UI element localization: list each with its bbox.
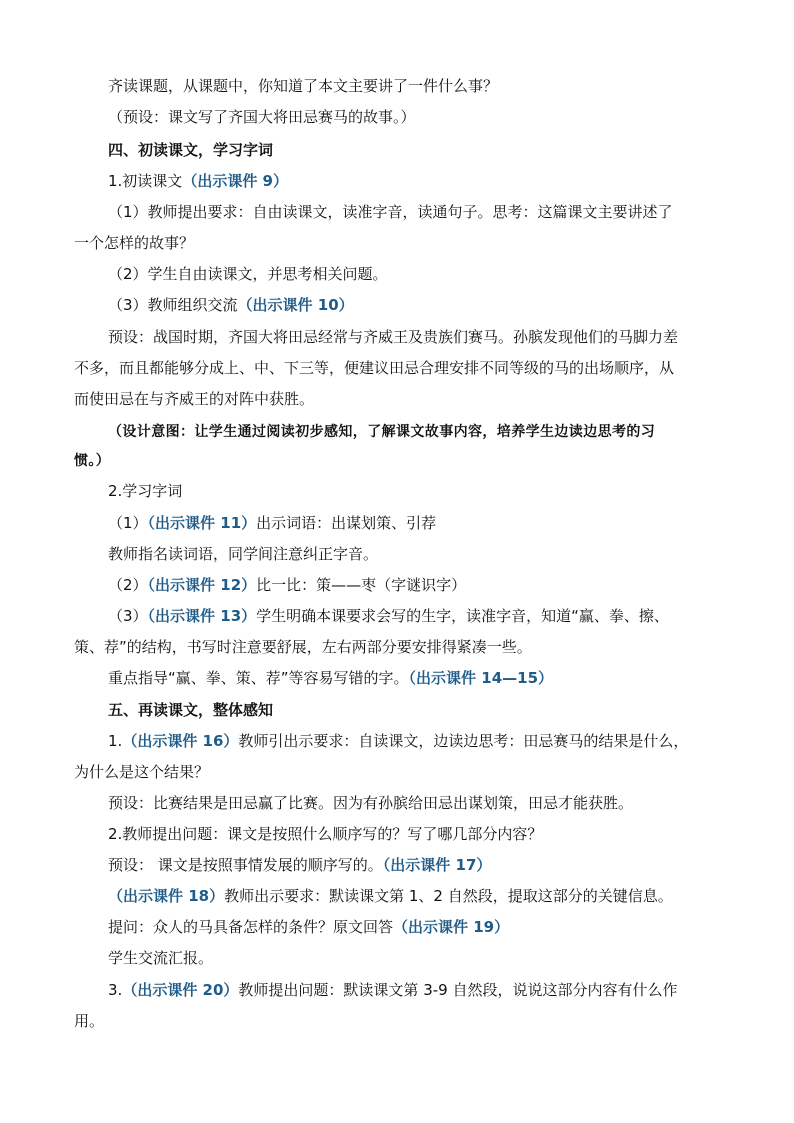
text-segment: 教师引出示要求：自读课文，边读边思考：田忌赛马的结果是什么，: [238, 732, 689, 750]
text-line-14: [108, 481, 738, 501]
text-segment: 2.教师提出问题：课文是按照什么顺序写的？写了哪几部分内容？: [108, 825, 543, 843]
text-line-15: [108, 513, 738, 533]
text-segment: 一个怎样的故事？: [74, 234, 195, 252]
text-line-18: [108, 606, 738, 626]
courseware-ref: （出示课件 19）: [393, 918, 510, 936]
text-segment: 提问：众人的马具备怎样的条件？原文回答: [108, 918, 394, 936]
text-line-5: [108, 202, 738, 222]
text-line-24: [108, 793, 738, 813]
text-segment: 教师出示要求：默读课文第 1、2 自然段，提取这部分的关键信息。: [224, 887, 673, 905]
text-segment: 齐读课题，从课题中，你知道了本文主要讲了一件什么事？: [108, 77, 499, 95]
text-line-16: [108, 544, 738, 564]
text-segment: 1.: [108, 732, 123, 750]
text-line-19: [74, 637, 704, 657]
text-line-23: [74, 762, 704, 782]
text-segment: 而使田忌在与齐威王的对阵中获胜。: [74, 390, 315, 408]
text-segment: 预设： 课文是按照事情发展的顺序写的。: [108, 856, 383, 874]
text-segment: 比一比：策——枣（字谜识字）: [256, 576, 467, 594]
text-line-2: [108, 107, 738, 127]
text-segment: 教师提出问题：默读课文第 3-9 自然段，说说这部分内容有什么作: [238, 981, 678, 999]
courseware-ref: （出示课件 20）: [122, 981, 239, 999]
text-segment: 重点指导“赢、拳、策、荐”等容易写错的字。: [108, 669, 409, 687]
courseware-ref: （出示课件 10）: [237, 296, 354, 314]
text-segment: 四、初读课文，学习字词: [108, 141, 274, 159]
text-segment: 学生明确本课要求会写的生字，读准字音，知道“赢、拳、擦、: [256, 607, 669, 625]
text-segment: 预设：战国时期，齐国大将田忌经常与齐威王及贵族们赛马。孙膑发现他们的马脚力差: [108, 328, 679, 346]
text-segment: 1.初读课文: [108, 172, 183, 190]
text-line-22: [108, 731, 738, 751]
text-line-1: [108, 76, 738, 96]
courseware-ref: （出示课件 12）: [147, 576, 257, 594]
text-segment: 出示词语：出谋划策、引荐: [256, 514, 437, 532]
text-segment: （1）教师提出要求：自由读课文，读准字音，读通句子。思考：这篇课文主要讲述了: [108, 203, 673, 221]
text-segment: （预设：课文写了齐国大将田忌赛马的故事。）: [108, 108, 416, 126]
text-segment: 学生交流汇报。: [108, 949, 214, 967]
text-line-30: [108, 980, 738, 1000]
section-heading-5: [108, 700, 738, 720]
courseware-ref: （出示课件 17）: [382, 856, 492, 874]
section-heading-4: [108, 140, 738, 160]
courseware-ref: （出示课件 14—15）: [408, 669, 554, 687]
text-line-31: [74, 1011, 704, 1031]
text-line-11: [74, 389, 704, 409]
text-segment: 教师指名读词语，同学间注意纠正字音。: [108, 545, 379, 563]
text-line-29: [108, 948, 738, 968]
text-segment: （3）教师组织交流: [108, 296, 238, 314]
text-segment: 五、再读课文，整体感知: [108, 701, 274, 719]
text-segment: （2）: [108, 576, 148, 594]
text-line-25: [108, 824, 738, 844]
text-segment: 2.学习字词: [108, 482, 183, 500]
text-segment: （3）: [108, 607, 148, 625]
text-line-28: [108, 917, 738, 937]
text-segment: （设计意图：让学生通过阅读初步感知，了解课文故事内容，培养学生边读边思考的习: [108, 424, 656, 440]
courseware-ref: （出示课件 9）: [182, 172, 288, 190]
text-segment: 不多，而且都能够分成上、中、下三等，便建议田忌合理安排不同等级的马的出场顺序，从: [74, 359, 675, 377]
text-segment: 预设：比赛结果是田忌赢了比赛。因为有孙膑给田忌出谋划策，田忌才能获胜。: [108, 794, 634, 812]
text-segment: 为什么是这个结果？: [74, 763, 210, 781]
text-segment: （1）: [108, 514, 148, 532]
text-line-7: [108, 264, 738, 284]
text-line-20: [108, 668, 738, 688]
text-segment: 用。: [74, 1012, 105, 1030]
text-line-4: [108, 171, 738, 191]
text-line-27: [108, 886, 738, 906]
text-line-8: [108, 295, 738, 315]
text-segment: 策、荐”的结构，书写时注意要舒展，左右两部分要安排得紧凑一些。: [74, 638, 532, 656]
text-segment: （2）学生自由读课文，并思考相关问题。: [108, 265, 388, 283]
courseware-ref: （出示课件 18）: [108, 887, 225, 905]
courseware-ref: （出示课件 16）: [122, 732, 239, 750]
text-line-10: [74, 358, 704, 378]
text-line-17: [108, 575, 738, 595]
text-segment: 惯。）: [74, 453, 111, 469]
text-line-9: [108, 327, 738, 347]
design-intent-line-2: [74, 451, 704, 471]
text-segment: 3.: [108, 981, 123, 999]
courseware-ref: （出示课件 11）: [147, 514, 257, 532]
design-intent-line-1: [108, 422, 738, 442]
text-line-6: [74, 233, 704, 253]
courseware-ref: （出示课件 13）: [147, 607, 257, 625]
text-line-26: [108, 855, 738, 875]
